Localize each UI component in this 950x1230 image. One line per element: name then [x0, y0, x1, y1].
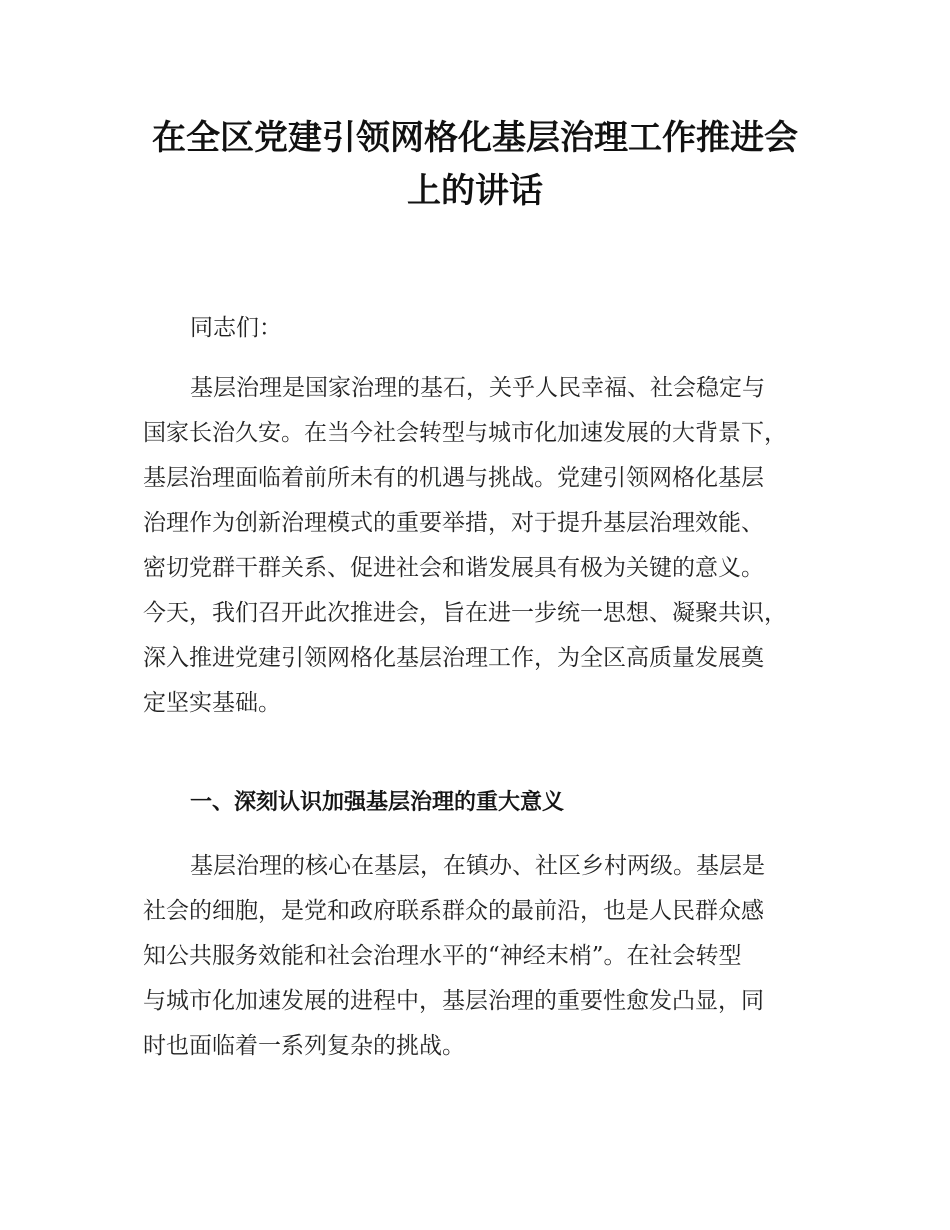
paragraph-line: 深入推进党建引领网格化基层治理工作，为全区高质量发展奠 [143, 645, 764, 671]
title-line: 在全区党建引领网格化基层治理工作推进会 [152, 118, 798, 158]
paragraph-line: 时也面临着一系列复杂的挑战。 [143, 1033, 465, 1059]
paragraph-line: 治理作为创新治理模式的重要举措，对于提升基层治理效能、 [143, 510, 764, 536]
paragraph-line: 与城市化加速发展的进程中，基层治理的重要性愈发凸显，同 [143, 988, 764, 1014]
document-title [100, 112, 850, 218]
paragraph-line: 基层治理的核心在基层，在镇办、社区乡村两级。基层是 [190, 853, 765, 879]
paragraph-section1 [143, 844, 823, 1069]
paragraph-intro [143, 366, 823, 726]
paragraph-line: 今天，我们召开此次推进会，旨在进一步统一思想、凝聚共识， [143, 600, 787, 626]
salutation: 同志们： [190, 315, 282, 341]
paragraph-line: 基层治理是国家治理的基石，关乎人民幸福、社会稳定与 [190, 375, 765, 401]
paragraph-line: 定坚实基础。 [143, 690, 281, 716]
section-heading: 一、深刻认识加强基层治理的重大意义 [190, 790, 565, 815]
paragraph-line: 社会的细胞，是党和政府联系群众的最前沿，也是人民群众感 [143, 898, 764, 924]
title-line: 上的讲话 [407, 171, 543, 211]
paragraph-line: 密切党群干群关系、促进社会和谐发展具有极为关键的意义。 [143, 555, 764, 581]
paragraph-line: 知公共服务效能和社会治理水平的“神经末梢”。在社会转型 [143, 943, 742, 969]
paragraph-line: 基层治理面临着前所未有的机遇与挑战。党建引领网格化基层 [143, 465, 764, 491]
paragraph-line: 国家长治久安。在当今社会转型与城市化加速发展的大背景下， [143, 420, 787, 446]
